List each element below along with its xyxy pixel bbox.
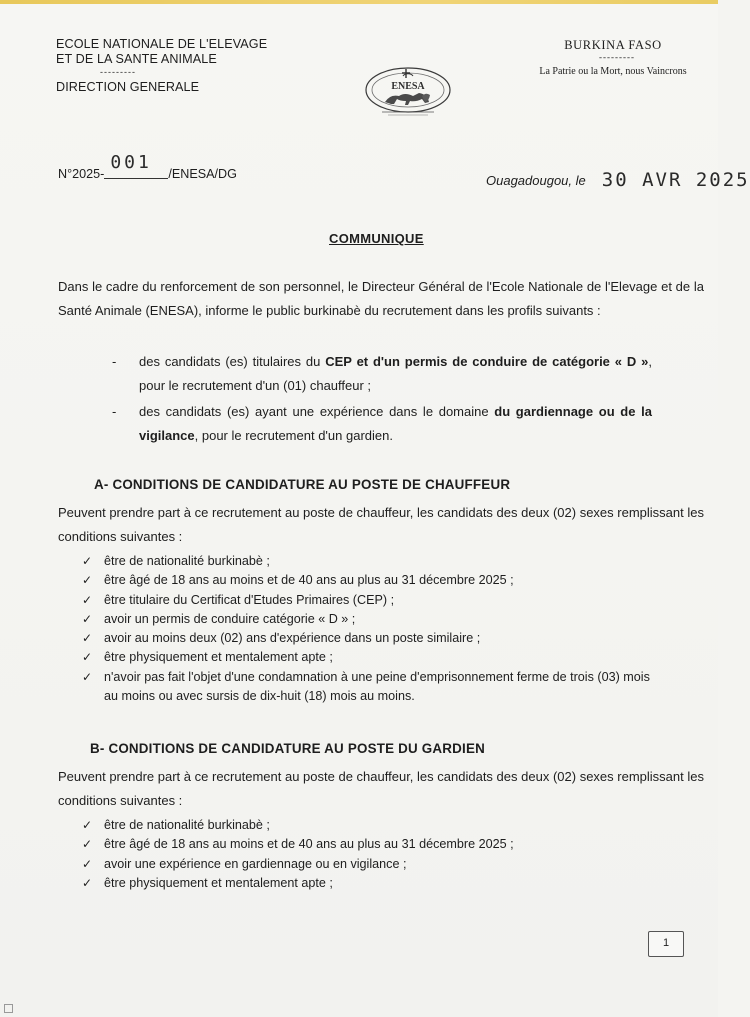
- dash-bullet: -: [112, 404, 117, 419]
- date-stamp: 30 AVR 2025: [601, 169, 750, 191]
- condition-item: [82, 874, 662, 893]
- profile-item: [112, 400, 652, 448]
- condition-text: n'avoir pas fait l'objet d'une condamnation à une peine d'emprisonnement ferme de trois (03) mois au moins ou avec sursis de dix-huit (18) mois au moins.: [104, 669, 650, 704]
- section-a-conditions: [82, 552, 662, 706]
- profile-text-bold: du gardiennage ou de la vigilance: [139, 404, 652, 443]
- school-name-line1: ECOLE NATIONALE DE L'ELEVAGE: [56, 37, 268, 51]
- profile-text-start: des candidats (es) ayant une expérience dans le domaine: [139, 404, 495, 419]
- condition-text: être titulaire du Certificat d'Etudes Primaires (CEP) ;: [104, 592, 395, 607]
- condition-item: [82, 629, 662, 648]
- country-separator: ---------: [599, 52, 635, 62]
- condition-item: [82, 648, 662, 667]
- section-a-lead: Peuvent prendre part à ce recrutement au poste de chauffeur, les candidats des deux (02) sexes remplissant les conditions suivantes :: [58, 505, 704, 544]
- date-place: Ouagadougou, le: [486, 173, 586, 188]
- condition-item: [82, 835, 662, 854]
- institution-header: [56, 37, 267, 95]
- school-name-line2: ET DE LA SANTE ANIMALE: [56, 52, 217, 66]
- profile-item: [112, 350, 652, 398]
- header-separator: ---------: [100, 67, 136, 77]
- condition-text: être de nationalité burkinabè ;: [104, 818, 270, 832]
- condition-item: [82, 610, 662, 629]
- section-b-lead: Peuvent prendre part à ce recrutement au poste de chauffeur, les candidats des deux (02) sexes remplissant les conditions suivantes :: [58, 769, 704, 808]
- check-icon: ✓: [82, 592, 93, 607]
- condition-text: avoir une expérience en gardiennage ou en vigilance ;: [104, 856, 407, 871]
- page-number: 1: [648, 931, 684, 957]
- reference-handwritten-number: 001: [110, 152, 152, 173]
- condition-text: avoir au moins deux (02) ans d'expérience dans un poste similaire ;: [104, 631, 481, 646]
- condition-text: avoir un permis de conduire catégorie « D » ;: [104, 611, 356, 626]
- section-a-heading: A- CONDITIONS DE CANDIDATURE AU POSTE DE CHAUFFEUR: [94, 477, 511, 492]
- check-icon: ✓: [82, 631, 93, 646]
- condition-item: [82, 571, 662, 590]
- profile-text-end: , pour le recrutement d'un gardien.: [194, 428, 393, 443]
- condition-text: être de nationalité burkinabè ;: [104, 554, 270, 568]
- reference-number: [58, 152, 237, 181]
- paper-edge: [0, 0, 718, 4]
- svg-text:ENESA: ENESA: [391, 81, 425, 92]
- national-motto: La Patrie ou la Mort, nous Vaincrons: [539, 66, 687, 77]
- profile-text-end: , pour le recrutement d'un (01) chauffeur ;: [139, 354, 652, 393]
- check-icon: ✓: [82, 856, 93, 871]
- date-line: [486, 168, 750, 191]
- condition-item: [82, 816, 662, 835]
- intro-paragraph: Dans le cadre du renforcement de son personnel, le Directeur Général de l'Ecole Nationale de l'Elevage et de la Santé Animale (ENESA), informe le public burkinabè du recrutement dans les profils suivants :: [58, 279, 704, 318]
- check-icon: ✓: [82, 875, 93, 890]
- reference-suffix: /ENESA/DG: [168, 167, 237, 181]
- check-icon: ✓: [82, 650, 93, 665]
- condition-item: [82, 855, 662, 874]
- dash-bullet: -: [112, 354, 117, 369]
- condition-item: [82, 552, 662, 571]
- country-header: [520, 38, 706, 77]
- profile-text-start: des candidats (es) titulaires du: [139, 354, 326, 369]
- reference-prefix: N°2025-: [58, 167, 105, 181]
- check-icon: ✓: [82, 669, 93, 684]
- enesa-emblem-icon: [360, 62, 456, 120]
- condition-text: être physiquement et mentalement apte ;: [104, 650, 333, 665]
- section-b-conditions: [82, 816, 662, 893]
- profile-text-bold: CEP et d'un permis de conduire de catégorie « D »: [325, 354, 649, 369]
- check-icon: ✓: [82, 818, 93, 832]
- check-icon: ✓: [82, 611, 93, 626]
- check-icon: ✓: [82, 837, 93, 852]
- check-icon: ✓: [82, 554, 93, 568]
- condition-text: être âgé de 18 ans au moins et de 40 ans au plus au 31 décembre 2025 ;: [104, 837, 514, 852]
- condition-text: être âgé de 18 ans au moins et de 40 ans au plus au 31 décembre 2025 ;: [104, 573, 514, 588]
- condition-item: [82, 668, 662, 707]
- country-name: BURKINA FASO: [564, 38, 662, 52]
- section-b-heading: B- CONDITIONS DE CANDIDATURE AU POSTE DU GARDIEN: [90, 741, 485, 756]
- condition-text: être physiquement et mentalement apte ;: [104, 875, 333, 890]
- document-title: COMMUNIQUE: [329, 231, 424, 246]
- reference-blank: [104, 152, 168, 179]
- scan-watermark: [4, 1004, 16, 1014]
- direction-label: DIRECTION GENERALE: [56, 80, 200, 94]
- condition-item: [82, 591, 662, 610]
- check-icon: ✓: [82, 573, 93, 588]
